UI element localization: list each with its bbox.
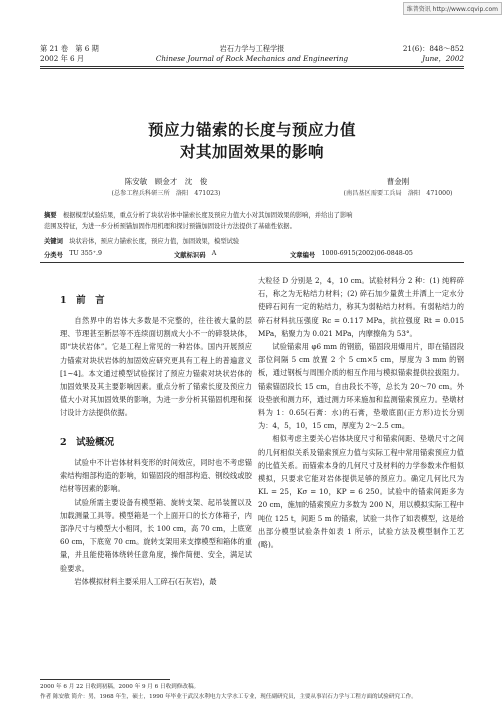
abstract-line-1 bbox=[44, 211, 464, 221]
experiment-text-3: 岩体模拟材料主要采用人工碎石(石灰岩)，最 bbox=[74, 576, 217, 586]
section-1-title: 前 言 bbox=[76, 295, 105, 306]
intro-text: 自然界中的岩体大多数是不完整的，往往被大量的层理、节理甚至断层等不连续面切割成大小不一的碎裂块体，即“块状岩体”。它是工程上常见的一种岩体。国内开展预应力锚索对块状岩体的加固效应研究更具有工程上的普遍意义[1~4]。本文通过模型试验探讨了预应力锚索对块状岩体的加固效果及其主要影响因素。重点分析了锚索长度及预应力值大小对其加固效果的影响，为进一步分析其锚固机理和探讨设计方法提供依据。 bbox=[60, 316, 252, 418]
abstract-rule bbox=[40, 262, 464, 263]
affiliation-1: (总参工程兵科研三所 洛阳 471023) bbox=[111, 190, 221, 197]
abstract-text-2: 范围及特征，为进一步分析预锚加固作用机理和探讨预锚加固设计方法提供了基础性依据。 bbox=[44, 223, 296, 230]
experiment-paragraphs bbox=[60, 456, 252, 668]
title-line-1: 预应力锚索的长度与预应力值 bbox=[147, 120, 356, 139]
section-1-number: 1 bbox=[60, 295, 67, 306]
footnote-rule bbox=[40, 679, 170, 680]
author-group-1: 陈安敏 顾金才 沈 俊 bbox=[124, 177, 208, 186]
header-rule bbox=[40, 66, 464, 67]
keywords bbox=[44, 237, 464, 247]
date-cn: 2002 年 6 月 bbox=[40, 54, 85, 63]
article-number-value: 1000-6915(2002)06-0848-05 bbox=[321, 250, 413, 257]
right-text-3: 相似考虑主要关心岩体块度尺寸和锚索间距、垫墩尺寸之间的几何相似关系及锚索预应力值与实际工程中常用锚索预应力值的比值关系。而锚索本身的几何尺寸及材料的力学参数未作相似模拟，只要求它能对岩体提供足够的预应力。确定几何比尺为 KL = 25，Kσ = 10，KP = 6 250。试验中的锚索间距多为 20 cm，施加的锚索预应力多数为 200 N，用以模拟实际工程中吨位 125 t，间距 5 m 的锚索，试验一共作了如表模型，这是给出部分模型试验条件如表 1 所示，试验方法及模型制作工艺(略)。 bbox=[258, 434, 464, 550]
article-number-label: 文章编号 bbox=[290, 252, 316, 259]
intro-paragraph bbox=[60, 314, 252, 424]
experiment-text-1: 试验中不计岩体材料变形的时间效应，同时也不考虑锚索结构细部构造的影响，如锚固段的细部构造、钢绞线或胶结材等因素的影响。 bbox=[60, 458, 252, 494]
affiliation-2: (南昌基区需要工兵局 洛阳 471000) bbox=[343, 190, 453, 197]
date-en: June，2002 bbox=[422, 54, 464, 63]
section-1-heading bbox=[60, 292, 105, 306]
experiment-text-2: 试验所需主要设备有模型箱、旋转支架、起吊装置以及加载测量工具等。模型箱是一个上面开口的长方体箱子，内部净尺寸与模型大小相同，长 100 cm，高 70 cm，上底宽 60 cm，下底宽 70 cm。旋转支架用来支撑模型和箱体的重量，并且能使箱体绕转任意角度，操作简便、安全，满足试验要求。 bbox=[60, 497, 252, 573]
keywords-text: 块状岩体，预应力锚索长度，预应力值，加固效果，模型试验 bbox=[69, 238, 240, 245]
section-2-number: 2 bbox=[60, 437, 67, 448]
right-text-2: 试验锚索用 φ6 mm 的钢筋，锚固段用爆用片，即在锚固段部位间隔 5 cm 放置 2 个 5 cm×5 cm，厚度为 3 mm 的钢板，通过钢板与周围介质的相互作用与模拟锚索提供拉拔阻力。锚索锚固段长 15 cm，自由段长不等，总长为 20～70 cm。外设垫嵌和测力环，通过测力环来施加和监测锚索预应力。垫墩材料为 1：0.65(石膏：水)的石膏，垫墩底面(正方形)边长分别为：4，5，10，15 cm，厚度为 2～2.5 cm。 bbox=[258, 342, 464, 431]
keywords-label: 关键词 bbox=[44, 238, 63, 245]
clc-value: TU 355⁺.9 bbox=[69, 250, 103, 257]
right-column bbox=[258, 274, 464, 674]
footnote-received: 2000 年 6 月 22 日收到初稿，2000 年 9 月 6 日收到修改稿。 bbox=[40, 684, 200, 690]
title-line-2: 对其加固效果的影响 bbox=[179, 142, 324, 161]
doc-code-value: A bbox=[211, 250, 217, 257]
volume-issue: 第 21 卷 第 6 期 bbox=[40, 44, 99, 53]
watermark-stamp: 维普资讯 http://www.cqvip.com bbox=[403, 2, 502, 15]
abstract-line-2 bbox=[44, 222, 464, 232]
clc-label: 分类号 bbox=[44, 252, 63, 259]
header-rule-double bbox=[40, 68, 464, 69]
journal-name-en: Chinese Journal of Rock Mechanics and Engineering bbox=[155, 54, 349, 63]
page-range: 21(6)：848～852 bbox=[402, 44, 464, 53]
author-group-2: 曹金刚 bbox=[386, 177, 410, 186]
doc-code-label: 文献标识码 bbox=[174, 252, 206, 259]
section-2-heading bbox=[60, 434, 114, 448]
section-2-title: 试验概况 bbox=[76, 437, 115, 448]
journal-name-cn: 岩石力学与工程学报 bbox=[219, 44, 285, 53]
right-text-1: 大粒径 D 分别是 2，4，10 cm。试验材料分 2 种：(1) 纯粹碎石，称之为无粘结力材料；(2) 碎石加少量黄土并洒上一定水分使碎石间有一定的粘结力，称其为弱粘结力材料。有弱粘结力的碎石材料抗压强度 Rc = 0.117 MPa，抗拉强度 Rt = 0.015 MPa，粘聚力为 0.021 MPa，内摩擦角为 53°。 bbox=[258, 276, 464, 338]
footnote-author: 作者 陈安敏 简介：男，1968 年生，硕士，1990 年毕业于武汉水利电力大学水工专业，现任副研究员，主要从事岩石力学与工程方面的试验研究工作。 bbox=[40, 694, 417, 700]
abstract-label: 摘要 bbox=[44, 212, 57, 219]
abstract-text-1: 根据模型试验结果，重点分析了块状岩体中锚索长度及预应力值大小对其加固效果的影响，并给出了影响 bbox=[62, 212, 353, 219]
